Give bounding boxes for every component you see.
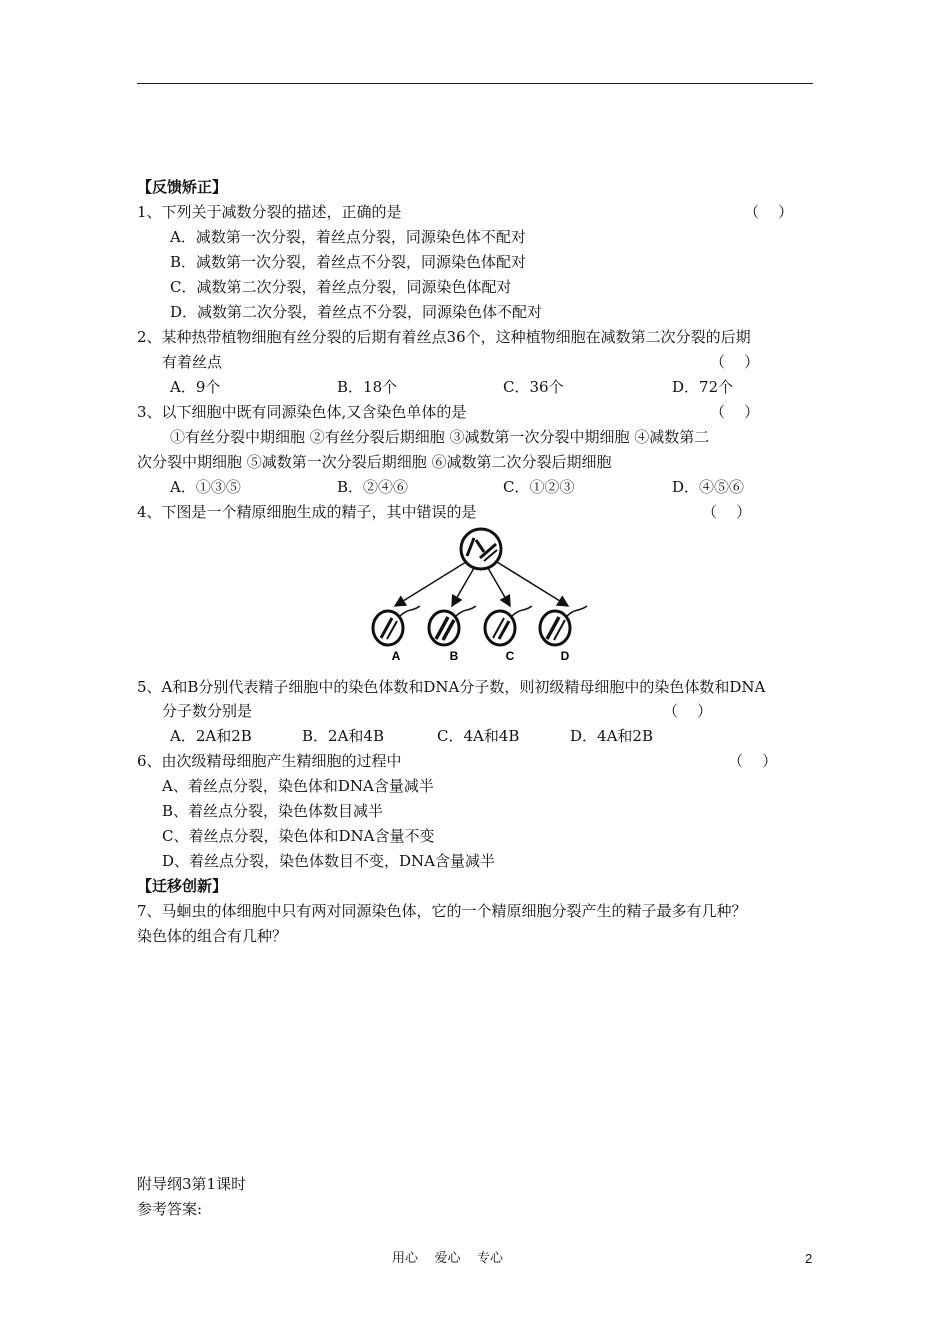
sperm-formation-diagram — [360, 522, 610, 667]
q2-option-b: B．18个 — [337, 378, 398, 396]
q2-option-d: D．72个 — [672, 378, 734, 396]
q1-stem: 1、下列关于减数分裂的描述，正确的是 — [137, 203, 402, 221]
sperm-b-icon — [429, 606, 476, 645]
q7-line2: 染色体的组合有几种？ — [137, 927, 288, 945]
sperm-d-icon — [540, 606, 587, 645]
q1-option-c: C．减数第二次分裂，着丝点分裂，同源染色体配对 — [170, 278, 512, 296]
q3-option-a: A．①③⑤ — [170, 478, 241, 496]
sperm-c-icon — [485, 606, 532, 645]
q5-option-b: B．2A和4B — [302, 727, 384, 745]
sperm-label-c: C — [505, 649, 515, 663]
sperm-label-d: D — [560, 649, 570, 663]
parent-cell-icon — [461, 529, 501, 569]
q1-option-d: D．减数第二次分裂，着丝点不分裂，同源染色体不配对 — [170, 303, 543, 321]
q4-stem: 4、下图是一个精原细胞生成的精子，其中错误的是 — [137, 503, 477, 521]
q1-answer-paren: （ ） — [744, 203, 794, 221]
q1-option-b: B．减数第一次分裂，着丝点不分裂，同源染色体配对 — [170, 253, 527, 271]
q6-option-b: B、着丝点分裂，染色体数目减半 — [162, 802, 384, 820]
q5-answer-paren: （ ） — [663, 702, 713, 720]
q7-line1: 7、马蛔虫的体细胞中只有两对同源染色体，它的一个精原细胞分裂产生的精子最多有几种？ — [137, 902, 747, 920]
answers-heading: 参考答案: — [137, 1200, 203, 1218]
q3-stem: 3、以下细胞中既有同源染色体,又含染色单体的是 — [137, 403, 467, 421]
header-rule — [137, 83, 813, 84]
section-heading-transfer: 【迁移创新】 — [137, 877, 228, 895]
q2-option-c: C．36个 — [503, 378, 564, 396]
q5-option-a: A．2A和2B — [170, 727, 252, 745]
q3-answer-paren: （ ） — [710, 403, 760, 421]
q3-items-line2: 次分裂中期细胞 ⑤减数第一次分裂后期细胞 ⑥减数第二次分裂后期细胞 — [137, 453, 612, 471]
appendix-note: 附导纲3第1课时 — [137, 1175, 247, 1193]
q5-option-c: C．4A和4B — [437, 727, 520, 745]
q1-option-a: A．减数第一次分裂，着丝点分裂，同源染色体不配对 — [170, 228, 526, 246]
q2-stem-line1: 2、某种热带植物细胞有丝分裂的后期有着丝点36个，这种植物细胞在减数第二次分裂的后期 — [137, 328, 751, 346]
q6-option-a: A、着丝点分裂，染色体和DNA含量减半 — [162, 777, 434, 795]
page-number: 2 — [805, 1251, 813, 1266]
q3-option-d: D．④⑤⑥ — [672, 478, 745, 496]
section-heading-feedback: 【反馈矫正】 — [137, 178, 228, 196]
q2-stem-line2: 有着丝点 — [162, 353, 223, 371]
q2-answer-paren: （ ） — [710, 353, 760, 371]
q6-stem: 6、由次级精母细胞产生精细胞的过程中 — [137, 752, 402, 770]
q6-option-d: D、着丝点分裂，染色体数目不变，DNA含量减半 — [162, 852, 496, 870]
q2-option-a: A．9个 — [170, 378, 221, 396]
q5-stem-line1: 5、A和B分别代表精子细胞中的染色体数和DNA分子数，则初级精母细胞中的染色体数和DNA — [137, 678, 766, 696]
q3-option-b: B．②④⑥ — [337, 478, 409, 496]
q3-items-line1: ①有丝分裂中期细胞 ②有丝分裂后期细胞 ③减数第一次分裂中期细胞 ④减数第二 — [170, 428, 710, 446]
sperm-label-a: A — [391, 649, 401, 663]
footer-slogan: 用心 爱心 专心 — [392, 1251, 504, 1266]
q6-option-c: C、着丝点分裂，染色体和DNA含量不变 — [162, 827, 435, 845]
sperm-label-b: B — [449, 649, 459, 663]
q5-option-d: D．4A和2B — [570, 727, 653, 745]
q5-stem-line2: 分子数分别是 — [162, 702, 253, 720]
sperm-a-icon — [373, 606, 420, 645]
q3-option-c: C．①②③ — [503, 478, 575, 496]
q4-answer-paren: （ ） — [702, 503, 752, 521]
q6-answer-paren: （ ） — [728, 752, 778, 770]
